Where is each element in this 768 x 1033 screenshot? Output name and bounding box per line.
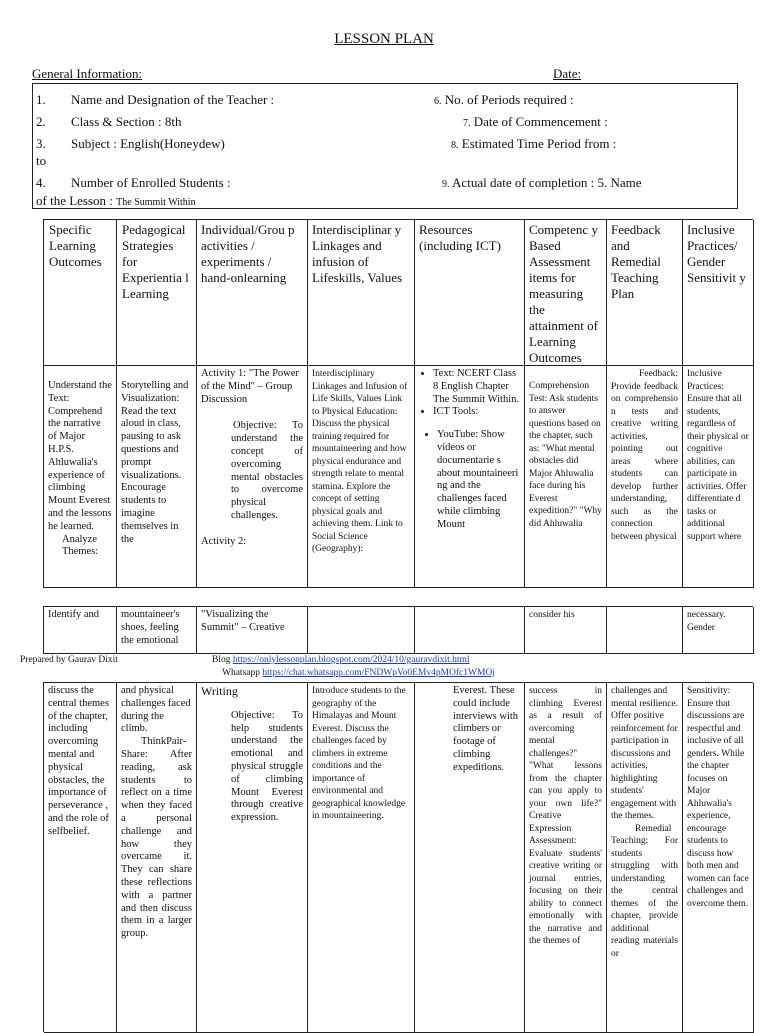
prepared-by: Prepared by Gaurav Dixit: [20, 655, 118, 665]
page-title: LESSON PLAN: [334, 31, 434, 47]
lesson-table-top: [43, 219, 753, 588]
row1-resource-ict: • ICT Tools:: [433, 406, 520, 419]
info-num-2: 2.: [36, 114, 46, 129]
row1-analyze-themes: Analyze Themes:: [62, 533, 99, 558]
row2-inclusive: necessary. Gender: [683, 607, 754, 654]
row1-learning-outcomes: [44, 366, 117, 588]
blog-label: Blog: [212, 655, 231, 665]
enrolled-students-label: Number of Enrolled Students :: [71, 175, 231, 190]
lesson-name-label: of the Lesson :: [36, 193, 113, 208]
periods-row: [434, 92, 574, 109]
class-section-label: Class & Section : 8th: [71, 114, 182, 129]
header-feedback: Feedback and Remedial Teaching Plan: [607, 220, 683, 366]
row2-learning-outcomes: Identify and: [44, 607, 117, 654]
lesson-name-row: [36, 193, 196, 210]
row1-feedback-label: Feedback:: [638, 369, 678, 379]
periods-label: No. of Periods required :: [444, 92, 574, 107]
row1-interdisciplinary: Interdisciplinary Linkages and Infusion of Life Skills, Values Link to Physical Education: Discuss the physical training required for mountaineering and how physical endurance and strength relate to mental stamina. Explore the concept of setting physical goals and achieving them. Link to Social Science (Geography):: [308, 366, 415, 588]
row1-resource-youtube: • YouTube: Show videos or documentarie s about mountaineeri ng and the challenges faced while climbing Mount: [437, 429, 520, 531]
row1-pedagogical: Storytelling and Visualization: Read the text aloud in class, pausing to ask questions and prompt visualizations. Encourage students to imagine themselves in the: [117, 366, 197, 588]
subject-label: Subject : English(Honeydew): [71, 136, 225, 151]
row2-assessment: consider his: [525, 607, 607, 654]
row3-activities: [197, 683, 308, 1033]
info-num-9: 9.: [442, 179, 450, 190]
info-num-7: 7.: [463, 118, 471, 129]
row2-feedback: [607, 607, 683, 654]
row1-outcome-text: Understand the Text: Comprehend the narrative of Major H.P.S. Ahluwalia's experience of climbing Mount Everest and the lessons he learned.: [48, 380, 112, 532]
row2-activities: "Visualizing the Summit" – Creative: [197, 607, 308, 654]
date-label: Date:: [553, 66, 582, 81]
lesson-table-mid: [43, 606, 753, 654]
row1-activity1-objective: Objective: To understand the concept of overcoming mental obstacles to overcome physical challenges.: [231, 420, 303, 521]
whatsapp-link[interactable]: https://chat.whatsapp.com/FNDWpVo0EMv4pMOfc1WMOj: [262, 668, 495, 678]
row3-learning-outcomes: discuss the central themes of the chapter, including overcoming mental and physical obstacles, the importance of perseverance , and the role of selfbelief.: [44, 683, 117, 1033]
header-resources: Resources (including ICT): [415, 220, 525, 366]
completion-label: Actual date of completion : 5. Name: [452, 175, 642, 190]
row1-feedback-text: Provide feedback on comprehensio n tests and creative writing activities, pointing out areas where students can develop further understanding, such as the connection between physical: [611, 381, 678, 542]
row1-resource-text: • Text: NCERT Class 8 English Chapter The Summit Within.: [433, 368, 520, 406]
info-num-1: 1.: [36, 92, 46, 107]
row3-resources: Everest. These could include interviews with climbers or footage of climbing expeditions.: [415, 683, 525, 1033]
lesson-name-value: The Summit Within: [116, 197, 196, 208]
info-num-8: 8.: [451, 140, 459, 151]
row3-writing-objective: Objective: To help students understand the emotional and physical struggle of climbing Mount Everest through creative expression.: [231, 709, 303, 824]
row3-feedback-text: challenges and mental resilience. Offer positive reinforcement for participation in discussions and activities, highlighting students' engagement with the themes.: [611, 686, 678, 821]
row2-resources: [415, 607, 525, 654]
row3-writing-label: Writing: [201, 684, 238, 698]
row1-feedback: [607, 366, 683, 588]
row1-resources: [415, 366, 525, 588]
row3-assessment: success in climbing Everest as a result of overcoming mental challenges?" "What lessons from the chapter can you apply to your own life?" Creative Expression Assessment: Evaluate students' creative writing or journal entries, focusing on their ability to connect emotionally with the narrative and the themes of: [525, 683, 607, 1033]
time-period-label: Estimated Time Period from :: [461, 136, 617, 151]
row3-think-pair-share: ThinkPair-Share: After reading, ask students to reflect on a time when they faced a personal challenge and how they overcame it. They can share these reflections with a partner and then discuss them in a larger group.: [121, 736, 192, 940]
row2-interdisciplinary: [308, 607, 415, 654]
row3-pedagogical: [117, 683, 197, 1033]
row1-activity1-title: Activity 1: "The Power of the Mind" – Group Discussion: [201, 368, 299, 405]
header-learning-outcomes: Specific Learning Outcomes: [44, 220, 117, 366]
teacher-name-label: Name and Designation of the Teacher :: [71, 92, 275, 107]
blog-link[interactable]: https://onlylessonplan.blogspot.com/2024/10/gauravdixit.html: [232, 655, 470, 665]
info-num-6: 6.: [434, 96, 442, 107]
commencement-row: [463, 114, 608, 131]
row1-assessment: Comprehension Test: Ask students to answer questions based on the chapter, such as: "What mental obstacles did Major Ahluwalia face during his Everest expedition?" "Why did Ahluwalia: [525, 366, 607, 588]
row3-remedial: Remedial Teaching: For students struggling with understanding the central themes of the chapter, provide additional reading materials or: [611, 823, 678, 959]
time-period-row: [451, 136, 616, 153]
row3-feedback: [607, 683, 683, 1033]
whatsapp-row: [222, 668, 495, 678]
header-activities: Individual/Grou p activities / experiments / hand-onlearning: [197, 220, 308, 366]
row1-activities: [197, 366, 308, 588]
row1-inclusive: Inclusive Practices: Ensure that all students, regardless of their physical or cognitive abilities, can participate in activities. Offer differentiate d tasks or additional support where: [683, 366, 754, 588]
info-num-4: 4.: [36, 175, 46, 190]
row3-interdisciplinary: Introduce students to the geography of the Himalayas and Mount Everest. Discuss the challenges faced by climbers in extreme conditions and the importance of environmental and geographical knowledge in mountaineering.: [308, 683, 415, 1033]
whatsapp-label: Whatsapp: [222, 668, 260, 678]
to-label: to: [36, 153, 47, 168]
general-info-label: General Information:: [32, 66, 143, 81]
row1-activity2-title: Activity 2:: [201, 535, 247, 547]
row3-pedagogical-intro: and physical challenges faced during the climb.: [121, 685, 191, 735]
header-interdisciplinary: Interdisciplinar y Linkages and infusion of Lifeskills, Values: [308, 220, 415, 366]
blog-row: [212, 655, 470, 665]
row2-pedagogical: mountaineer's shoes, feeling the emotional: [117, 607, 197, 654]
row3-inclusive: Sensitivity: Ensure that discussions are respectful and inclusive of all genders. While the chapter focuses on Major Ahluwalia's experience, encourage students to discuss how both men and women can face challenges and overcome them.: [683, 683, 754, 1033]
header-assessment: Competenc y Based Assessment items for measuring the attainment of Learning Outcomes: [525, 220, 607, 366]
lesson-table-bottom: [43, 682, 753, 1032]
header-pedagogical-strategies: Pedagogical Strategies for Experientia l Learning: [117, 220, 197, 366]
header-inclusive: Inclusive Practices/ Gender Sensitivit y: [683, 220, 754, 366]
info-num-3: 3.: [36, 136, 46, 151]
commencement-label: Date of Commencement :: [473, 114, 608, 129]
completion-row: [442, 175, 642, 192]
